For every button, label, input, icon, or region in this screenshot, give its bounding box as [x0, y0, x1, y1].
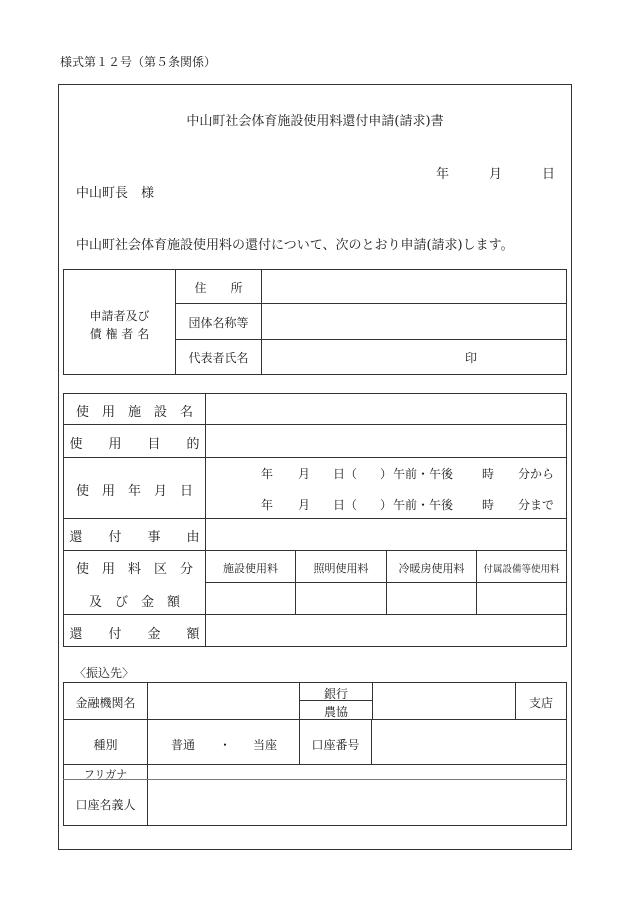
to-year: 年: [261, 498, 274, 512]
usage-dates-label: 使 用 年 月 日: [75, 484, 193, 499]
purpose-field[interactable]: [206, 425, 566, 457]
org-name-label: 団体名称等: [188, 316, 249, 330]
address-field[interactable]: [262, 270, 566, 303]
fee-col-equipment: 付属設備等使用料: [483, 564, 560, 575]
to-hour: 時: [482, 498, 495, 512]
applicant-group-label-2: 債 権 者 名: [89, 327, 150, 341]
fee-col-lighting: 照明使用料: [313, 562, 369, 575]
intro-text: 中山町社会体育施設使用料の還付について、次のとおり申請(請求)します。: [76, 238, 514, 253]
branch-name-field[interactable]: [373, 683, 515, 719]
branch-word: 支店: [528, 696, 553, 710]
representative-label: 代表者氏名: [188, 351, 249, 365]
furigana-field[interactable]: [148, 765, 566, 779]
account-type-ordinary[interactable]: 普通: [171, 738, 196, 752]
to-paren-close: ）: [380, 498, 393, 512]
account-type-current[interactable]: 当座: [253, 738, 278, 752]
account-number-field[interactable]: [372, 720, 566, 764]
account-number-label: 口座番号: [311, 738, 360, 752]
to-ampm: 午前・午後: [393, 498, 454, 512]
from-day: 日（: [333, 467, 358, 481]
to-month: 月: [298, 498, 311, 512]
fee-category-label-2: 及 び 金 額: [88, 595, 180, 610]
address-label: 住 所: [194, 281, 243, 295]
fee-amount-equipment[interactable]: [477, 583, 566, 614]
to-minute: 分まで: [518, 498, 555, 512]
refund-reason-label: 還 付 事 由: [69, 530, 200, 545]
representative-field[interactable]: [262, 340, 566, 374]
org-name-field[interactable]: [262, 304, 566, 339]
fee-amount-facility[interactable]: [206, 583, 295, 614]
form-number: 様式第１２号（第５条関係）: [60, 55, 217, 69]
to-day: 日（: [333, 498, 358, 512]
from-year: 年: [261, 467, 274, 481]
from-month: 月: [298, 467, 311, 481]
fee-category-label-1: 使 用 料 区 分: [75, 562, 193, 577]
date-day-label: 日: [542, 167, 556, 182]
account-type-separator: ・: [219, 738, 232, 752]
refund-reason-field[interactable]: [206, 519, 566, 550]
account-holder-field[interactable]: [148, 780, 566, 825]
account-type-label: 種別: [93, 738, 118, 752]
facility-label: 使 用 施 設 名: [75, 405, 193, 420]
form-title: 中山町社会体育施設使用料還付申請(請求)書: [186, 114, 444, 129]
facility-field[interactable]: [206, 394, 566, 424]
furigana-label: フリガナ: [83, 768, 128, 781]
institution-name-field[interactable]: [148, 683, 299, 719]
fee-amount-air-conditioning[interactable]: [387, 583, 476, 614]
fee-col-facility: 施設使用料: [223, 562, 278, 575]
refund-amount-field[interactable]: [206, 615, 566, 646]
institution-label: 金融機関名: [75, 696, 136, 710]
from-paren-close: ）: [380, 467, 393, 481]
refund-amount-label: 還 付 金 額: [69, 627, 200, 642]
date-month-label: 月: [489, 167, 503, 182]
agri-coop-word[interactable]: 農協: [323, 705, 348, 719]
applicant-group-label-1: 申請者及び: [89, 309, 150, 323]
date-year-label: 年: [436, 167, 450, 182]
from-ampm: 午前・午後: [393, 467, 454, 481]
seal-mark: 印: [465, 351, 478, 365]
bank-section-label: 〈振込先〉: [74, 666, 135, 680]
purpose-label: 使 用 目 的: [69, 437, 200, 452]
addressee: 中山町長 様: [76, 186, 155, 201]
bank-word[interactable]: 銀行: [323, 687, 348, 701]
fee-col-air-conditioning: 冷暖房使用料: [398, 562, 465, 575]
fee-amount-lighting[interactable]: [296, 583, 386, 614]
from-hour: 時: [482, 467, 495, 481]
from-minute: 分から: [518, 467, 555, 481]
account-holder-label: 口座名義人: [75, 798, 136, 812]
